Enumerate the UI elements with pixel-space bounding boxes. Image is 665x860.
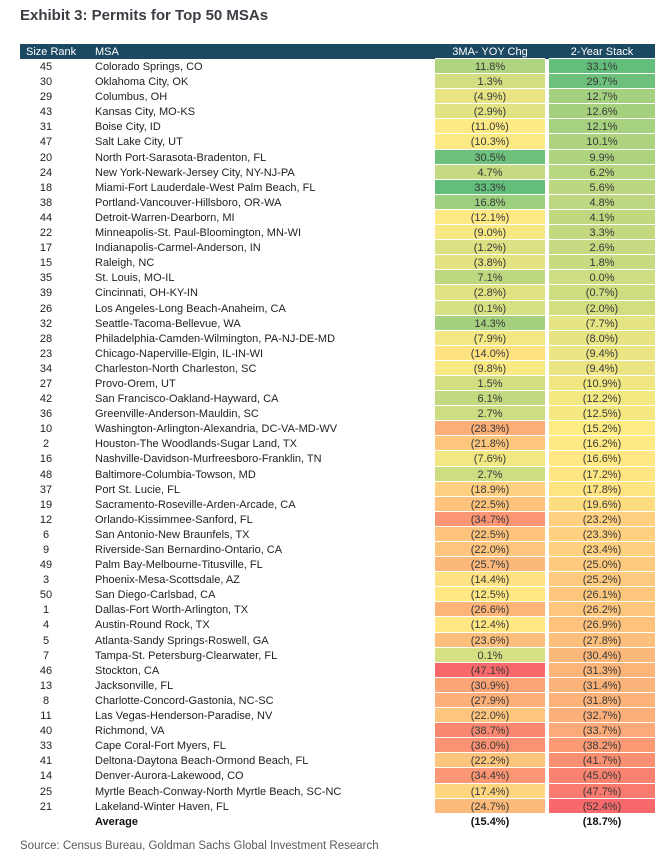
msa-cell: Colorado Springs, CO [95,61,203,73]
yoy-cell: 1.5% [435,376,545,391]
stack-cell: (31.3%) [549,663,655,678]
stack-cell: (10.9%) [549,376,655,391]
yoy-cell: (21.8%) [435,436,545,451]
rank-cell: 3 [42,574,50,587]
table-row [20,557,655,572]
stack-cell: (33.7%) [549,723,655,738]
rank-cell: 40 [39,725,53,738]
header-2yr-stack: 2-Year Stack [549,44,655,59]
rank-cell [20,814,90,829]
table-row [20,255,655,270]
msa-cell: Nashville-Davidson-Murfreesboro-Franklin, TN [95,453,322,466]
table-row [20,799,655,814]
yoy-cell: (28.3%) [435,421,545,436]
stack-cell: 2.6% [549,240,655,255]
average-label: Average [95,815,139,828]
stack-cell: 0.0% [549,270,655,285]
table-row [20,331,655,346]
stack-cell: (16.2%) [549,436,655,451]
yoy-cell: (9.0%) [435,225,545,240]
yoy-cell: (26.6%) [435,602,545,617]
rank-cell: 46 [39,664,53,677]
stack-cell: (27.8%) [549,633,655,648]
msa-cell: Oklahoma City, OK [95,76,189,89]
msa-cell: Las Vegas-Henderson-Paradise, NV [95,710,273,723]
source-note: Source: Census Bureau, Goldman Sachs Global Investment Research [20,840,379,852]
stack-cell: (9.4%) [549,346,655,361]
rank-cell: 36 [39,408,53,421]
msa-cell: North Port-Sarasota-Bradenton, FL [95,151,267,164]
rank-cell: 31 [39,121,53,134]
table-row [20,693,655,708]
msa-cell: Port St. Lucie, FL [95,483,180,496]
stack-cell: (23.2%) [549,512,655,527]
rank-cell: 26 [39,302,53,315]
rank-cell: 37 [39,483,53,496]
msa-cell: New York-Newark-Jersey City, NY-NJ-PA [95,166,295,179]
yoy-cell: (34.7%) [435,512,545,527]
table-row [20,89,655,104]
table-row [20,648,655,663]
stack-cell: (41.7%) [549,753,655,768]
table-row [20,346,655,361]
msa-cell: Orlando-Kissimmee-Sanford, FL [95,513,253,526]
table-row [20,150,655,165]
rank-cell: 10 [39,423,53,436]
header-size-rank: Size Rank [26,46,77,58]
table-row [20,467,655,482]
table-row [20,270,655,285]
rank-cell: 32 [39,317,53,330]
msa-cell: Salt Lake City, UT [95,136,183,149]
stack-cell: 12.6% [549,104,655,119]
msa-cell: Myrtle Beach-Conway-North Myrtle Beach, SC-NC [95,785,342,798]
yoy-cell: (18.9%) [435,482,545,497]
rank-cell: 50 [39,589,53,602]
stack-cell: (2.0%) [549,301,655,316]
table-row [20,240,655,255]
yoy-cell: (7.9%) [435,331,545,346]
yoy-cell: (12.4%) [435,617,545,632]
stack-cell: (30.4%) [549,648,655,663]
msa-cell: Miami-Fort Lauderdale-West Palm Beach, FL [95,181,316,194]
msa-cell: Cincinnati, OH-KY-IN [95,287,198,300]
msa-cell: Philadelphia-Camden-Wilmington, PA-NJ-DE-MD [95,332,336,345]
stack-cell: (17.8%) [549,482,655,497]
yoy-cell: (12.5%) [435,587,545,602]
msa-cell: Columbus, OH [95,91,168,104]
rank-cell: 13 [39,679,53,692]
header-yoy-chg: 3MA- YOY Chg [435,44,545,59]
msa-cell: Tampa-St. Petersburg-Clearwater, FL [95,649,278,662]
yoy-cell: 30.5% [435,150,545,165]
stack-cell: 29.7% [549,74,655,89]
rank-cell: 42 [39,393,53,406]
stack-cell: (26.1%) [549,587,655,602]
stack-cell: 12.7% [549,89,655,104]
average-row [20,814,655,829]
rank-cell: 21 [39,800,53,813]
rank-cell: 9 [42,544,50,556]
table-body [20,59,655,829]
rank-cell: 43 [39,106,53,119]
msa-cell: Boise City, ID [95,121,161,134]
msa-cell: Jacksonville, FL [95,679,174,692]
yoy-cell: 16.8% [435,195,545,210]
rank-cell: 34 [39,362,53,375]
table-row [20,784,655,799]
table-row [20,678,655,693]
table-row [20,527,655,542]
rank-cell: 20 [39,151,53,164]
yoy-cell: (12.1%) [435,210,545,225]
stack-cell: (26.2%) [549,602,655,617]
stack-cell: (32.7%) [549,708,655,723]
stack-cell: (7.7%) [549,316,655,331]
stack-cell: (15.2%) [549,421,655,436]
rank-cell: 17 [39,242,53,255]
rank-cell: 1 [42,604,50,617]
msa-cell: Riverside-San Bernardino-Ontario, CA [95,544,283,556]
rank-cell: 33 [39,740,53,753]
header-msa: MSA [95,46,119,58]
table-row [20,633,655,648]
msa-cell: St. Louis, MO-IL [95,272,175,285]
table-row [20,376,655,391]
rank-cell: 30 [39,76,53,89]
rank-cell: 16 [39,453,53,466]
table-row [20,165,655,180]
yoy-cell: 33.3% [435,180,545,195]
stack-cell: (17.2%) [549,467,655,482]
table-row [20,301,655,316]
table-header-row [20,44,655,59]
stack-cell: (31.8%) [549,693,655,708]
yoy-cell: 7.1% [435,270,545,285]
stack-cell: (26.9%) [549,617,655,632]
yoy-cell: (3.8%) [435,255,545,270]
yoy-cell: (38.7%) [435,723,545,738]
yoy-cell: (4.9%) [435,89,545,104]
table-row [20,723,655,738]
table-row [20,316,655,331]
rank-cell: 49 [39,559,53,572]
rank-cell: 22 [39,227,53,240]
average-stack-cell: (18.7%) [549,814,655,829]
stack-cell: (23.3%) [549,527,655,542]
yoy-cell: (14.4%) [435,572,545,587]
rank-cell: 8 [42,694,50,707]
msa-cell: Portland-Vancouver-Hillsboro, OR-WA [95,196,282,209]
table-row [20,195,655,210]
stack-cell: 1.8% [549,255,655,270]
yoy-cell: (7.6%) [435,451,545,466]
average-yoy-cell: (15.4%) [435,814,545,829]
yoy-cell: (24.7%) [435,799,545,814]
table-row [20,361,655,376]
rank-cell: 38 [39,196,53,209]
table-row [20,663,655,678]
msa-cell: Stockton, CA [95,664,160,677]
stack-cell: (16.6%) [549,451,655,466]
permits-table [20,44,655,829]
msa-cell: Raleigh, NC [95,257,155,270]
rank-cell: 44 [39,211,53,224]
msa-cell: San Antonio-New Braunfels, TX [95,528,250,541]
table-row [20,210,655,225]
table-row [20,512,655,527]
msa-cell: Kansas City, MO-KS [95,106,196,119]
yoy-cell: (11.0%) [435,119,545,134]
yoy-cell: (0.1%) [435,301,545,316]
msa-cell: Washington-Arlington-Alexandria, DC-VA-MD-WV [95,423,338,436]
table-row [20,482,655,497]
stack-cell: (8.0%) [549,331,655,346]
yoy-cell: (2.8%) [435,285,545,300]
rank-cell: 24 [39,166,53,179]
table-row [20,617,655,632]
yoy-cell: (27.9%) [435,693,545,708]
msa-cell: San Francisco-Oakland-Hayward, CA [95,393,279,406]
stack-cell: (12.2%) [549,391,655,406]
msa-cell: Lakeland-Winter Haven, FL [95,800,229,813]
yoy-cell: 2.7% [435,406,545,421]
stack-cell: (23.4%) [549,542,655,557]
msa-cell: Cape Coral-Fort Myers, FL [95,740,226,753]
stack-cell: 5.6% [549,180,655,195]
yoy-cell: (9.8%) [435,361,545,376]
table-row [20,134,655,149]
stack-cell: (0.7%) [549,285,655,300]
stack-cell: (25.0%) [549,557,655,572]
yoy-cell: 4.7% [435,165,545,180]
stack-cell: (19.6%) [549,497,655,512]
stack-cell: 10.1% [549,134,655,149]
yoy-cell: (14.0%) [435,346,545,361]
msa-cell: San Diego-Carlsbad, CA [95,589,216,602]
stack-cell: (38.2%) [549,738,655,753]
msa-cell: Charleston-North Charleston, SC [95,362,257,375]
yoy-cell: (47.1%) [435,663,545,678]
msa-cell: Phoenix-Mesa-Scottsdale, AZ [95,574,240,587]
msa-cell: Los Angeles-Long Beach-Anaheim, CA [95,302,286,315]
msa-cell: Austin-Round Rock, TX [95,619,210,632]
rank-cell: 6 [42,528,50,541]
rank-cell: 47 [39,136,53,149]
msa-cell: Detroit-Warren-Dearborn, MI [95,211,235,224]
table-row [20,738,655,753]
rank-cell: 5 [42,634,50,647]
msa-cell: Denver-Aurora-Lakewood, CO [95,770,244,783]
msa-cell: Houston-The Woodlands-Sugar Land, TX [95,438,297,451]
yoy-cell: 1.3% [435,74,545,89]
yoy-cell: (22.0%) [435,708,545,723]
stack-cell: (25.2%) [549,572,655,587]
yoy-cell: (10.3%) [435,134,545,149]
table-row [20,406,655,421]
rank-cell: 48 [39,468,53,481]
stack-cell: 4.1% [549,210,655,225]
rank-cell: 41 [39,755,53,768]
rank-cell: 18 [39,181,53,194]
msa-cell: Provo-Orem, UT [95,377,176,390]
msa-cell: Deltona-Daytona Beach-Ormond Beach, FL [95,755,309,768]
yoy-cell: (22.0%) [435,542,545,557]
stack-cell: 9.9% [549,150,655,165]
rank-cell: 7 [42,649,50,662]
stack-cell: (12.5%) [549,406,655,421]
table-row [20,708,655,723]
table-row [20,436,655,451]
msa-cell: Dallas-Fort Worth-Arlington, TX [95,604,249,617]
stack-cell: (45.0%) [549,768,655,783]
msa-cell: Greenville-Anderson-Mauldin, SC [95,408,259,421]
rank-cell: 28 [39,332,53,345]
rank-cell: 27 [39,377,53,390]
yoy-cell: 0.1% [435,648,545,663]
yoy-cell: (22.2%) [435,753,545,768]
stack-cell: (31.4%) [549,678,655,693]
stack-cell: 4.8% [549,195,655,210]
rank-cell: 39 [39,287,53,300]
yoy-cell: (30.9%) [435,678,545,693]
rank-cell: 4 [42,619,50,632]
yoy-cell: (2.9%) [435,104,545,119]
stack-cell: (52.4%) [549,799,655,814]
msa-cell: Seattle-Tacoma-Bellevue, WA [95,317,241,330]
rank-cell: 12 [39,513,53,526]
rank-cell: 15 [39,257,53,270]
table-row [20,285,655,300]
yoy-cell: (1.2%) [435,240,545,255]
rank-cell: 19 [39,498,53,511]
table-row [20,391,655,406]
table-row [20,104,655,119]
table-row [20,421,655,436]
msa-cell: Palm Bay-Melbourne-Titusville, FL [95,559,263,572]
yoy-cell: 14.3% [435,316,545,331]
table-row [20,451,655,466]
stack-cell: 6.2% [549,165,655,180]
table-row [20,587,655,602]
yoy-cell: (17.4%) [435,784,545,799]
rank-cell: 25 [39,785,53,798]
table-row [20,497,655,512]
table-row [20,119,655,134]
rank-cell: 45 [39,61,53,73]
table-row [20,542,655,557]
exhibit-title: Exhibit 3: Permits for Top 50 MSAs [20,7,269,24]
table-row [20,225,655,240]
stack-cell: (9.4%) [549,361,655,376]
yoy-cell: (25.7%) [435,557,545,572]
yoy-cell: (23.6%) [435,633,545,648]
table-row [20,572,655,587]
rank-cell: 23 [39,347,53,360]
msa-cell: Richmond, VA [95,725,165,738]
stack-cell: 33.1% [549,59,655,74]
yoy-cell: (36.0%) [435,738,545,753]
table-row [20,602,655,617]
msa-cell: Indianapolis-Carmel-Anderson, IN [95,242,261,255]
yoy-cell: 6.1% [435,391,545,406]
stack-cell: 12.1% [549,119,655,134]
stack-cell: 3.3% [549,225,655,240]
yoy-cell: 11.8% [435,59,545,74]
msa-cell: Baltimore-Columbia-Towson, MD [95,468,256,481]
msa-cell: Minneapolis-St. Paul-Bloomington, MN-WI [95,227,302,240]
table-row [20,768,655,783]
rank-cell: 11 [40,710,52,723]
yoy-cell: (22.5%) [435,497,545,512]
yoy-cell: (34.4%) [435,768,545,783]
yoy-cell: 2.7% [435,467,545,482]
rank-cell: 29 [39,91,53,104]
table-row [20,74,655,89]
msa-cell: Sacramento-Roseville-Arden-Arcade, CA [95,498,296,511]
table-row [20,59,655,74]
msa-cell: Chicago-Naperville-Elgin, IL-IN-WI [95,347,264,360]
stack-cell: (47.7%) [549,784,655,799]
table-row [20,180,655,195]
yoy-cell: (22.5%) [435,527,545,542]
rank-cell: 14 [39,770,53,783]
msa-cell: Charlotte-Concord-Gastonia, NC-SC [95,694,274,707]
msa-cell: Atlanta-Sandy Springs-Roswell, GA [95,634,269,647]
rank-cell: 35 [39,272,53,285]
rank-cell: 2 [42,438,50,451]
table-row [20,753,655,768]
